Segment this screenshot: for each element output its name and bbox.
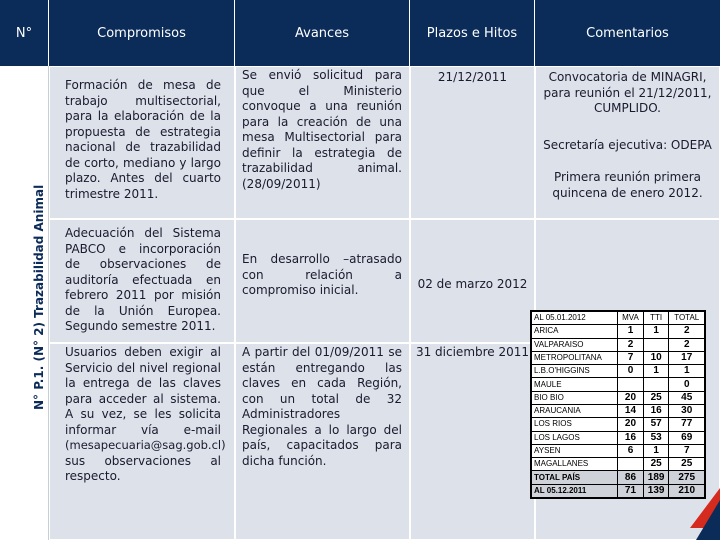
header-compromisos <box>49 0 235 66</box>
row3-compromiso-part-b: sus observaciones al respecto. <box>65 453 221 483</box>
regional-table-row <box>532 418 705 431</box>
regional-table-cell-total: 275 <box>669 471 705 484</box>
regional-table-cell-mva: 20 <box>618 391 644 404</box>
regional-table-cell-total: 30 <box>669 404 705 417</box>
regional-table-cell-total: 77 <box>669 418 705 431</box>
row3-plazo-cell <box>410 343 535 540</box>
regional-table-row <box>532 484 705 497</box>
row3-email-link: (mesapecuaria@sag.gob.cl) <box>65 438 226 452</box>
row1-comentario-text: Convocatoria de MINAGRI, para reunión el 21/12/2011, CUMPLIDO. <box>543 70 712 115</box>
regional-table-cell-mva: 14 <box>618 404 644 417</box>
regional-table-cell-total: 69 <box>669 431 705 444</box>
row1-plazo-cell <box>410 66 535 219</box>
regional-table-cell-tti: 189 <box>643 471 669 484</box>
regional-table-cell-total: 45 <box>669 391 705 404</box>
regional-table-cell-tti: 10 <box>643 351 669 364</box>
regional-table-cell-region: TOTAL PAÍS <box>532 471 618 484</box>
header-compromisos-label: Compromisos <box>97 25 186 41</box>
corner-accent-blue <box>696 500 720 540</box>
regional-table-cell-mva: 1 <box>618 325 644 338</box>
header-comentarios <box>535 0 720 66</box>
regional-table-cell-region: ARICA <box>532 325 618 338</box>
regional-table-cell-mva: 0 <box>618 365 644 378</box>
regional-table-cell-mva: 6 <box>618 444 644 457</box>
header-avances-label: Avances <box>295 25 349 41</box>
regional-table-row <box>532 365 705 378</box>
regional-table-cell-mva <box>618 378 644 391</box>
regional-table-row <box>532 325 705 338</box>
header-plazos-label: Plazos e Hitos <box>426 25 518 41</box>
regional-table-cell-tti: 139 <box>643 484 669 497</box>
header-avances <box>235 0 410 66</box>
header-no <box>0 0 49 66</box>
regional-table-cell-region: VALPARAISO <box>532 338 618 351</box>
regional-table-cell-mva <box>618 458 644 471</box>
regional-table-cell-tti: 1 <box>643 444 669 457</box>
regional-table-row <box>532 444 705 457</box>
regional-table-row <box>532 391 705 404</box>
regional-table-cell-region: LOS LAGOS <box>532 431 618 444</box>
regional-table-cell-tti: 57 <box>643 418 669 431</box>
regional-table-row <box>532 404 705 417</box>
header-plazos <box>410 0 535 66</box>
regional-table-cell-tti: 1 <box>643 325 669 338</box>
regional-table-row <box>532 338 705 351</box>
header-no-label: N° <box>15 26 33 41</box>
regional-table-header-date: AL 05.01.2012 <box>532 312 618 325</box>
regional-table-header-total: TOTAL <box>669 312 705 325</box>
row1-plazo-text: 21/12/2011 <box>437 70 508 84</box>
regional-table-cell-total: 0 <box>669 378 705 391</box>
row3-avance-text: A partir del 01/09/2011 se están entregando las claves en cada Región, con un total de 32 Administradores Regionales a lo largo del país, capacitados para dicha función. <box>242 345 402 468</box>
regional-table-cell-tti: 53 <box>643 431 669 444</box>
regional-table-cell-tti: 25 <box>643 458 669 471</box>
row2-plazo-text: 02 de marzo 2012 <box>417 277 528 291</box>
header-comentarios-label: Comentarios <box>586 25 669 41</box>
regional-table-cell-tti: 16 <box>643 404 669 417</box>
regional-table-cell-mva: 86 <box>618 471 644 484</box>
regional-table-header-mva: MVA <box>618 312 644 325</box>
regional-table-cell-tti <box>643 338 669 351</box>
regional-table-cell-region: LOS RIOS <box>532 418 618 431</box>
regional-table-cell-tti: 1 <box>643 365 669 378</box>
regional-table-cell-total: 17 <box>669 351 705 364</box>
row2-avance-text: En desarrollo –atrasado con relación a compromiso inicial. <box>242 252 402 297</box>
regional-table-header <box>532 312 705 325</box>
regional-table-cell-total: 1 <box>669 365 705 378</box>
row3-compromiso-text <box>65 345 226 485</box>
regional-table-cell-mva: 20 <box>618 418 644 431</box>
regional-table-row <box>532 351 705 364</box>
regional-table-cell-total: 25 <box>669 458 705 471</box>
row1-reunion-text: Primera reunión primera quincena de enero 2012. <box>552 170 703 200</box>
regional-table-cell-mva: 71 <box>618 484 644 497</box>
row3-plazo-text: 31 diciembre 2011 <box>415 345 530 359</box>
regional-table-cell-mva: 16 <box>618 431 644 444</box>
regional-table-cell-region: L.B.O'HIGGINS <box>532 365 618 378</box>
row1-compromiso-text: Formación de mesa de trabajo multisectorial, para la elaboración de la propuesta de estrategia nacional de trazabilidad de corto, mediano y largo plazo. Antes del cuarto trimestre 2011. <box>65 78 221 201</box>
regional-table-cell-total: 7 <box>669 444 705 457</box>
sidebar-vertical-label: N° P.1. (N° 2) Trazabilidad Animal <box>32 184 46 410</box>
regional-table-cell-region: AYSEN <box>532 444 618 457</box>
row1-avance-text: Se envió solicitud para que el Ministerio convoque a una reunión para la creación de una mesa Multisectorial para definir la estrategia de trazabilidad animal. (28/09/2011) <box>242 68 402 191</box>
regional-table-cell-region: ARAUCANIA <box>532 404 618 417</box>
regional-table-cell-region: METROPOLITANA <box>532 351 618 364</box>
regional-table-cell-total: 2 <box>669 325 705 338</box>
regional-table-cell-region: MAULE <box>532 378 618 391</box>
row2-compromiso-text: Adecuación del Sistema PABCO e incorporación de observaciones de auditoría efectuada en febrero 2011 por misión de la Unión Europea. Segundo semestre 2011. <box>65 226 221 333</box>
row1-secretaria-text: Secretaría ejecutiva: ODEPA <box>543 138 712 152</box>
regional-table-cell-mva: 2 <box>618 338 644 351</box>
row3-compromiso-part-a: Usuarios deben exigir al Servicio del nivel regional la entrega de las claves para acceder al sistema. A su vez, se les solicita informar vía e-mail <box>65 345 221 437</box>
regional-table-cell-total: 210 <box>669 484 705 497</box>
regional-table-cell-mva: 7 <box>618 351 644 364</box>
regional-table-cell-region: BIO BIO <box>532 391 618 404</box>
regional-table-cell-region: AL 05.12.2011 <box>532 484 618 497</box>
regional-table-header-tti: TTI <box>643 312 669 325</box>
regional-table-cell-tti <box>643 378 669 391</box>
regional-table <box>530 310 706 499</box>
regional-table-row <box>532 471 705 484</box>
regional-table-row <box>532 458 705 471</box>
regional-table-row <box>532 431 705 444</box>
regional-table-row <box>532 378 705 391</box>
regional-table-cell-tti: 25 <box>643 391 669 404</box>
regional-table-cell-region: MAGALLANES <box>532 458 618 471</box>
regional-table-cell-total: 2 <box>669 338 705 351</box>
